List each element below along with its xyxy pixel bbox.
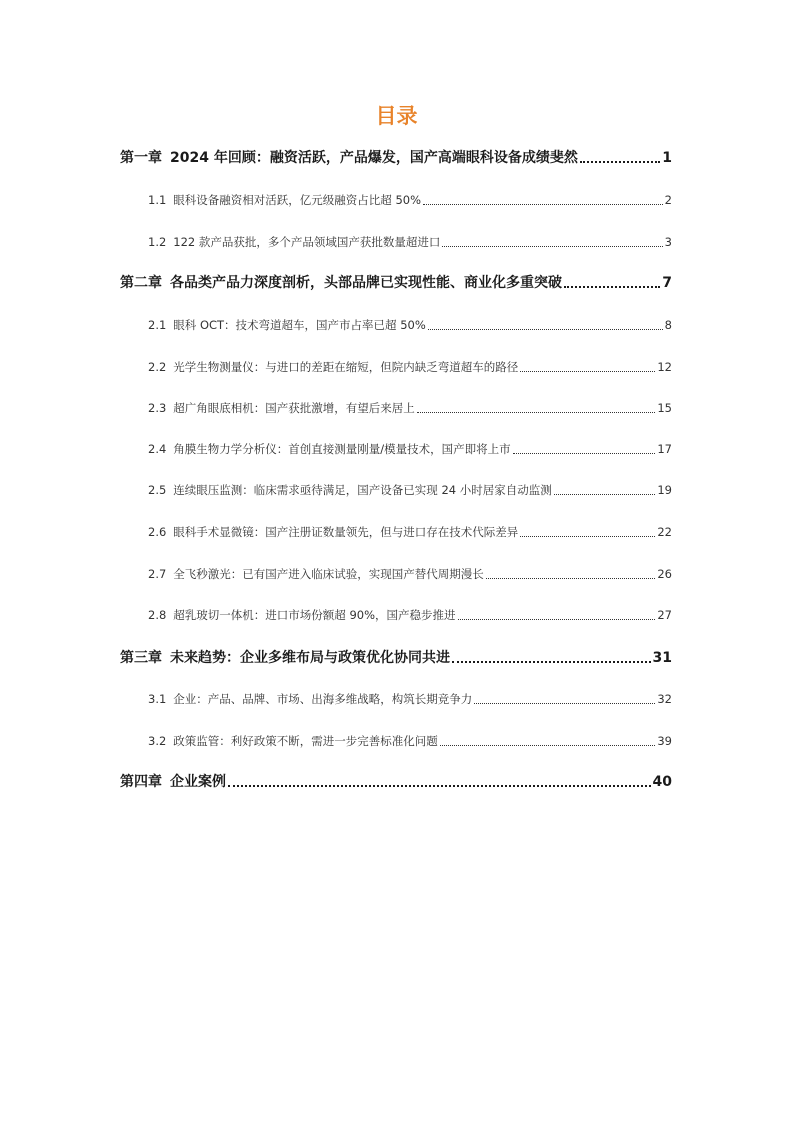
- toc-entry-page: 39: [657, 734, 672, 748]
- toc-entry-number: 2.3: [148, 401, 167, 415]
- toc-entry-text: 各品类产品力深度剖析，头部品牌已实现性能、商业化多重突破: [170, 275, 562, 291]
- toc-entry-section-2-8[interactable]: [148, 605, 672, 625]
- toc-entry-number: 2.6: [148, 525, 167, 539]
- toc-entry-text: 光学生物测量仪：与进口的差距在缩短，但院内缺乏弯道超车的路径: [173, 360, 519, 374]
- toc-entry-page: 8: [664, 318, 672, 332]
- toc-entry-number: 1.2: [148, 235, 167, 249]
- toc-entry-section-2-4[interactable]: [148, 439, 672, 459]
- toc-dot-leader: [554, 494, 656, 495]
- toc-entry-number: 2.4: [148, 442, 167, 456]
- toc-entry-page: 7: [662, 275, 672, 291]
- toc-entry-chapter-3[interactable]: [120, 648, 672, 668]
- toc-entry-text: 超乳玻切一体机：进口市场份额超 90%，国产稳步推进: [173, 608, 456, 622]
- toc-entry-text: 122 款产品获批，多个产品领域国产获批数量超进口: [173, 235, 441, 249]
- toc-entry-number: 第一章: [120, 150, 162, 166]
- toc-entry-number: 2.7: [148, 567, 167, 581]
- toc-entry-page: 2: [664, 193, 672, 207]
- toc-entry-page: 3: [664, 235, 672, 249]
- toc-entry-number: 1.1: [148, 193, 167, 207]
- toc-entry-number: 第四章: [120, 774, 162, 790]
- toc-dot-leader: [486, 578, 656, 579]
- toc-entry-chapter-4[interactable]: [120, 772, 672, 792]
- toc-entry-page: 40: [652, 774, 672, 790]
- toc-entry-text: 全飞秒激光：已有国产进入临床试验，实现国产替代周期漫长: [173, 567, 484, 581]
- toc-entry-page: 12: [657, 360, 672, 374]
- toc-dot-leader: [458, 619, 656, 620]
- toc-entry-page: 19: [657, 483, 672, 497]
- toc-entry-text: 企业：产品、品牌、市场、出海多维战略，构筑长期竞争力: [173, 692, 473, 706]
- toc-dot-leader: [440, 745, 656, 746]
- toc-entry-text: 超广角眼底相机：国产获批激增，有望后来居上: [173, 401, 415, 415]
- toc-entry-text: 政策监管：利好政策不断，需进一步完善标准化问题: [173, 734, 438, 748]
- toc-entry-text: 2024 年回顾：融资活跃，产品爆发，国产高端眼科设备成绩斐然: [170, 150, 578, 166]
- toc-entry-page: 32: [657, 692, 672, 706]
- toc-entry-page: 31: [652, 650, 672, 666]
- toc-dot-leader: [513, 453, 656, 454]
- toc-dot-leader: [520, 371, 655, 372]
- toc-entry-section-2-7[interactable]: [148, 564, 672, 584]
- toc-entry-number: 3.2: [148, 734, 167, 748]
- toc-dot-leader: [520, 536, 655, 537]
- toc-entry-number: 2.8: [148, 608, 167, 622]
- toc-entry-number: 2.1: [148, 318, 167, 332]
- toc-entry-section-2-5[interactable]: [148, 480, 672, 500]
- toc-dot-leader: [228, 785, 651, 787]
- toc-entry-text: 未来趋势：企业多维布局与政策优化协同共进: [170, 650, 450, 666]
- toc-entry-number: 第三章: [120, 650, 162, 666]
- toc-entry-text: 企业案例: [170, 774, 226, 790]
- toc-entry-section-1-1[interactable]: [148, 190, 672, 210]
- toc-entry-chapter-2[interactable]: [120, 273, 672, 293]
- toc-entry-section-2-1[interactable]: [148, 315, 672, 335]
- toc-dot-leader: [442, 246, 662, 247]
- toc-dot-leader: [423, 204, 663, 205]
- toc-title: 目录: [375, 104, 418, 128]
- toc-entry-page: 17: [657, 442, 672, 456]
- toc-entry-section-2-2[interactable]: [148, 357, 672, 377]
- toc-entry-chapter-1[interactable]: [120, 148, 672, 168]
- toc-entry-section-2-6[interactable]: [148, 522, 672, 542]
- toc-dot-leader: [474, 703, 655, 704]
- toc-entry-number: 3.1: [148, 692, 167, 706]
- toc-dot-leader: [428, 329, 663, 330]
- toc-entry-section-1-2[interactable]: [148, 232, 672, 252]
- toc-entry-section-3-2[interactable]: [148, 731, 672, 751]
- toc-entry-number: 2.5: [148, 483, 167, 497]
- toc-dot-leader: [564, 286, 660, 288]
- toc-entry-text: 眼科设备融资相对活跃，亿元级融资占比超 50%: [173, 193, 422, 207]
- toc-dot-leader: [417, 412, 656, 413]
- toc-entry-section-3-1[interactable]: [148, 689, 672, 709]
- toc-entry-page: 27: [657, 608, 672, 622]
- toc-entry-number: 第二章: [120, 275, 162, 291]
- toc-entry-text: 眼科手术显微镜：国产注册证数量领先，但与进口存在技术代际差异: [173, 525, 519, 539]
- toc-dot-leader: [580, 161, 660, 163]
- toc-entry-page: 1: [662, 150, 672, 166]
- toc-entry-text: 角膜生物力学分析仪：首创直接测量刚量/模量技术，国产即将上市: [173, 442, 511, 456]
- toc-entry-page: 22: [657, 525, 672, 539]
- toc-entry-number: 2.2: [148, 360, 167, 374]
- toc-entry-section-2-3[interactable]: [148, 398, 672, 418]
- toc-dot-leader: [452, 661, 651, 663]
- toc-entry-text: 连续眼压监测：临床需求亟待满足，国产设备已实现 24 小时居家自动监测: [173, 483, 552, 497]
- toc-entry-text: 眼科 OCT：技术弯道超车，国产市占率已超 50%: [173, 318, 426, 332]
- toc-entry-page: 26: [657, 567, 672, 581]
- toc-entry-page: 15: [657, 401, 672, 415]
